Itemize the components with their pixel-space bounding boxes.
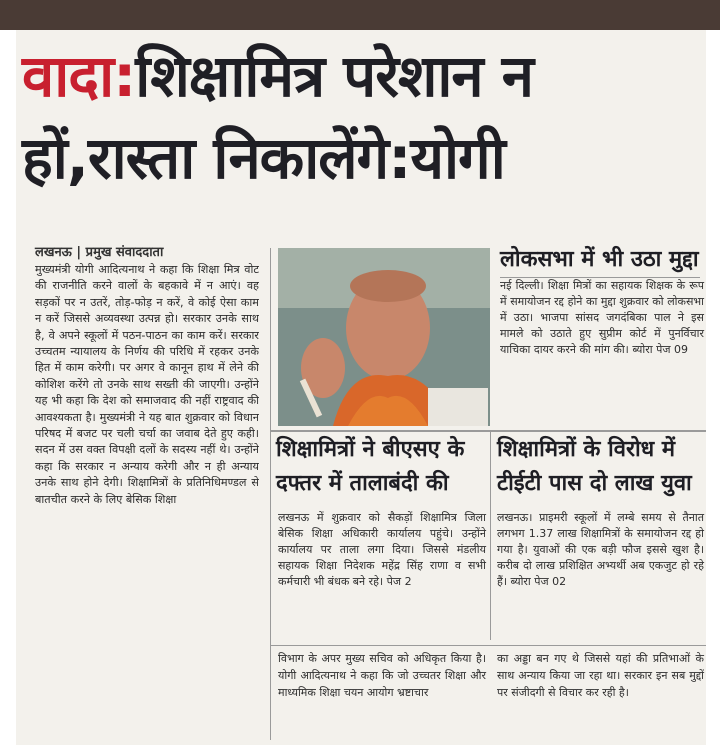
byline: लखनऊ | प्रमुख संवाददाता [35, 245, 164, 260]
story3-title-line-1: शिक्षामित्रों के विरोध में [497, 437, 676, 462]
portrait-illustration [278, 248, 490, 426]
dark-top-border [0, 0, 720, 30]
story2-text: लखनऊ में शुक्रवार को सैकड़ों शिक्षामित्र जिला बेसिक शिक्षा अधिकारी कार्यालय पहुंचे। उन्होंने कार्यालय पर ताला लगा दिया। जिससे मंडलीय सहायक शिक्षा निदेशक महेंद्र सिंह राणा व सभी कर्मचारी भी बंधक बने रहे। पेज 2 [278, 511, 486, 588]
column-divider [490, 432, 491, 640]
left-column-divider [270, 248, 271, 740]
headline-line-2: हों,रास्ता निकालेंगे:योगी [22, 124, 505, 192]
headline-red-word: वादा: [22, 42, 136, 110]
left-margin [0, 30, 16, 745]
sidebar-title: लोकसभा में भी उठा मुद्दा [500, 247, 699, 272]
yogi-photo [278, 248, 490, 426]
headline-line-1 [22, 44, 712, 108]
sidebar-text: नई दिल्ली। शिक्षा मित्रों का सहायक शिक्षक के रूप में समायोजन रद्द होने का मुद्दा शुक्रवार को लोकसभा में उठा। भाजपा सांसद जगदंबिका पाल ने इस मामले को उठाते हुए सुप्रीम कोर्ट में पुनर्विचार याचिका दायर करने की मांग की। ब्योरा पेज 09 [500, 279, 704, 356]
headline-line-1-text: शिक्षामित्र परेशान न [135, 42, 533, 110]
story3-title-line-2: टीईटी पास दो लाख युवा [497, 471, 692, 496]
story2-title-line-1: शिक्षामित्रों ने बीएसए के [276, 437, 465, 462]
continuation-col-2: विभाग के अपर मुख्य सचिव को अधिकृत किया है। योगी आदित्यनाथ ने कहा कि जो उच्चतर शिक्षा और माध्यमिक शिक्षा चयन आयोग भ्रष्टाचार [278, 652, 486, 699]
bottom-rule [270, 645, 706, 646]
story2-title-line-2: दफ्तर में तालाबंदी की [276, 471, 449, 496]
story3-text: लखनऊ। प्राइमरी स्कूलों में लम्बे समय से तैनात लगभग 1.37 लाख शिक्षामित्रों के समायोजन रद्द हो गया है। युवाओं की एक बड़ी फौज इससे खुश है। करीब दो लाख प्रशिक्षित अभ्यर्थी अब एकजुट हो रहे हैं। ब्योरा पेज 02 [497, 511, 704, 588]
section-rule [270, 430, 706, 432]
main-story-text: मुख्यमंत्री योगी आदित्यनाथ ने कहा कि शिक्षा मित्र वोट की राजनीति करने वालों के बहकावे में न आएं। वह सड़कों पर न उतरें, तोड़-फोड़ न करें, वे कोई ऐसा काम न करें जिससे अव्यवस्था उत्पन्न हो। सरकार उनके साथ है, वे अपने स्कूलों में पठन-पाठन का काम करें। सरकार उच्चतम न्यायालय के निर्णय की परिधि में रहकर उनके हित में काम करेगी। पर अगर वे कानून हाथ में लेने की कोशिश करेंगे तो उनके साथ सख्ती की जाएगी। उन्होंने यह भी कहा कि देश को समाजवाद की नहीं राष्ट्रवाद की आवश्यकता है। मुख्यमंत्री ने यह बात शुक्रवार को विधान परिषद में बजट पर चली चर्चा का जवाब देते हुए कही। सदन में उस वक्त विपक्षी दलों के सदस्य नहीं थे। उन्होंने कहा कि सरकार न अन्याय करेगी और न ही अन्याय उनके साथ होने देगी। शिक्षामित्रों के प्रतिनिधिमण्डल से बातचीत करने के लिए बेसिक शिक्षा [35, 263, 259, 506]
continuation-col-3: का अड्डा बन गए थे जिससे यहां की प्रतिभाओं के साथ अन्याय किया जा रहा था। सरकार इन सब मुद्दों पर संजीदगी से विचार कर रही है। [497, 652, 704, 699]
